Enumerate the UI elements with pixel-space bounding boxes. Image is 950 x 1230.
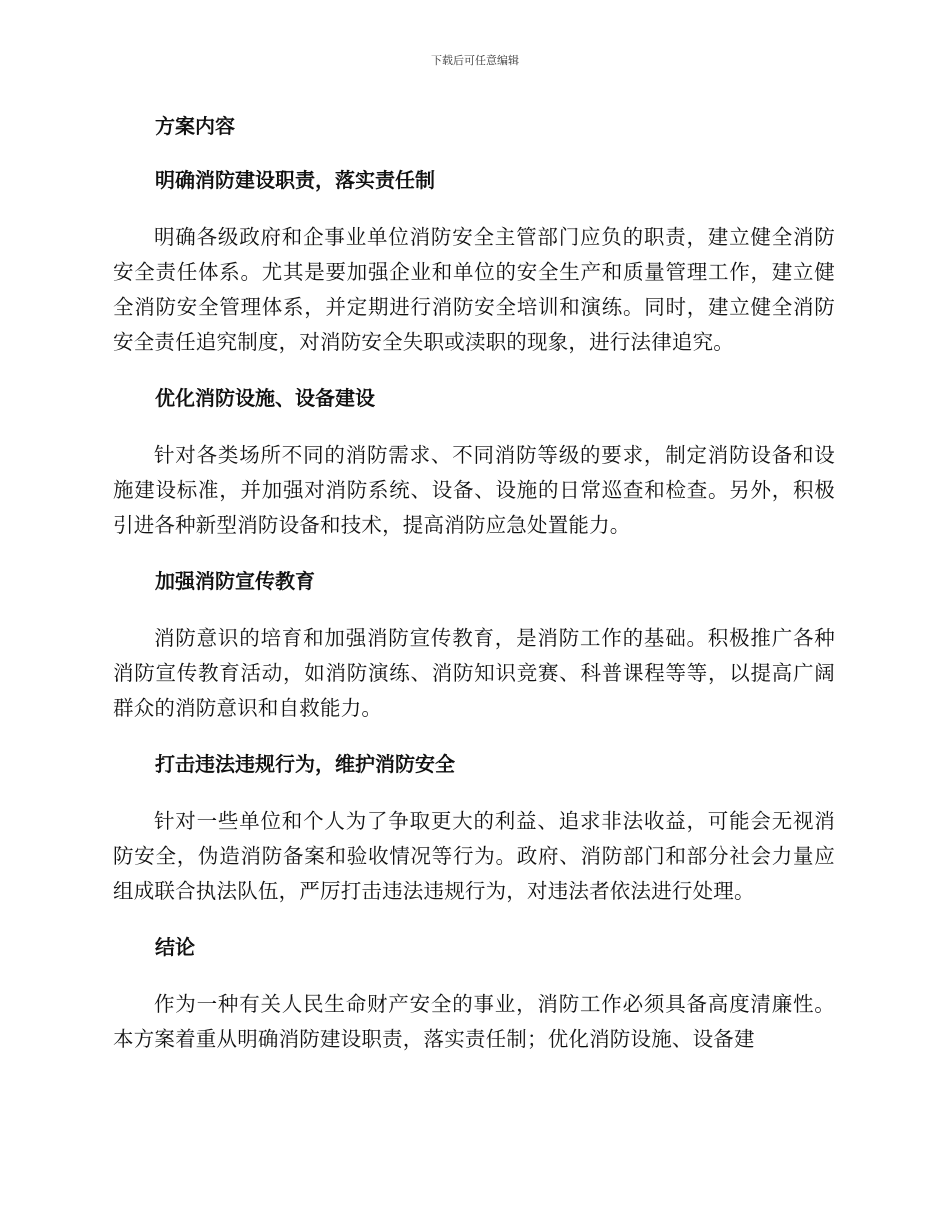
body-paragraph: 作为一种有关人民生命财产安全的事业，消防工作必须具备高度清廉性。本方案着重从明确消防建设职责，落实责任制；优化消防设施、设备建 [113,992,835,1051]
body-paragraph: 针对一些单位和个人为了争取更大的利益、追求非法收益，可能会无视消防安全，伪造消防备案和验收情况等行为。政府、消防部门和部分社会力量应组成联合执法队伍，严厉打击违法违规行为，对违法者依法进行处理。 [113,809,835,903]
section-heading: 结论 [155,935,195,959]
body-paragraph: 明确各级政府和企事业单位消防安全主管部门应负的职责，建立健全消防安全责任体系。尤其是要加强企业和单位的安全生产和质量管理工作，建立健全消防安全管理体系，并定期进行消防安全培训和演练。同时，建立健全消防安全责任追究制度，对消防安全失职或渎职的现象，进行法律追究。 [113,225,835,354]
section-heading: 方案内容 [155,114,235,138]
section-heading: 明确消防建设职责，落实责任制 [155,168,435,192]
page-header: 下载后可任意编辑 [431,54,519,67]
section-heading: 加强消防宣传教育 [155,569,315,593]
body-paragraph: 针对各类场所不同的消防需求、不同消防等级的要求，制定消防设备和设施建设标准，并加强对消防系统、设备、设施的日常巡查和检查。另外，积极引进各种新型消防设备和技术，提高消防应急处置能力。 [113,443,835,537]
section-heading: 优化消防设施、设备建设 [155,386,375,410]
section-heading: 打击违法违规行为，维护消防安全 [155,752,455,776]
body-paragraph: 消防意识的培育和加强消防宣传教育，是消防工作的基础。积极推广各种消防宣传教育活动，如消防演练、消防知识竞赛、科普课程等等，以提高广阔群众的消防意识和自救能力。 [113,626,835,720]
document-body [113,108,835,1057]
